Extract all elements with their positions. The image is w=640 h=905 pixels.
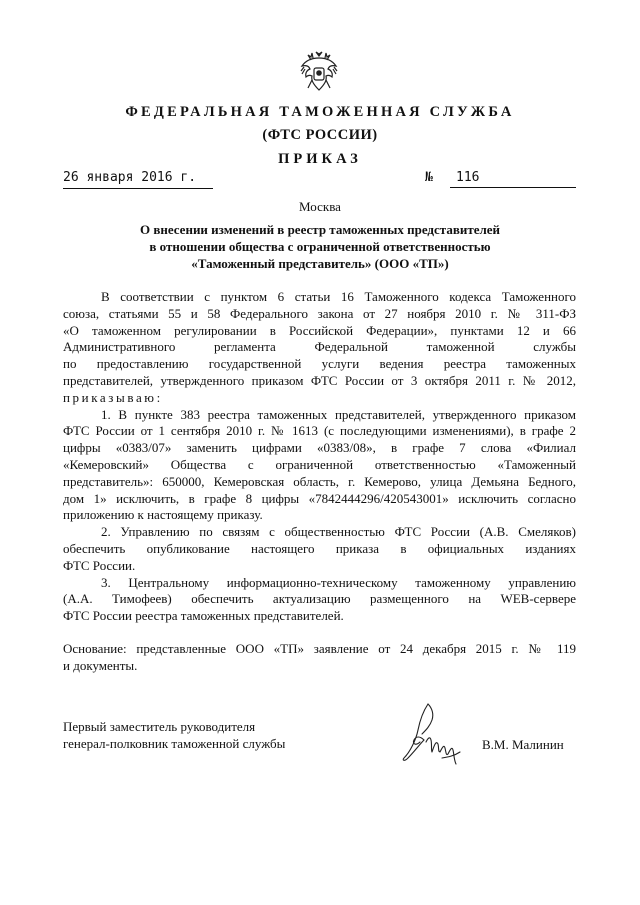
order-body bbox=[63, 289, 576, 625]
order-number-sign: № bbox=[425, 170, 433, 185]
item1-line: дом 1» исключить, в графе 8 цифры «7842444296/420543001» исключить согласно bbox=[63, 490, 576, 506]
preamble-line: представителей, утвержденного приказом ФТС России от 3 октября 2011 г. № 2012, bbox=[63, 372, 576, 388]
preamble-line: Административного регламента Федеральной таможенной службы bbox=[63, 339, 576, 355]
preamble-line: В соответствии с пунктом 6 статьи 16 Таможенного кодекса Таможенного bbox=[101, 289, 576, 304]
organization-name: ФЕДЕРАЛЬНАЯ ТАМОЖЕННАЯ СЛУЖБА bbox=[125, 104, 515, 120]
item1-line: ФТС России от 1 сентября 2010 г. № 1613 (с последующими изменениями), в графе 2 bbox=[63, 423, 576, 439]
item3-line: (А.А. Тимофеев) обеспечить актуализацию размещенного на WEB-сервере bbox=[63, 591, 576, 607]
basis-line: Основание: представленные ООО «ТП» заявление от 24 декабря 2015 г. № 119 bbox=[63, 641, 576, 656]
document-type: ПРИКАЗ bbox=[278, 151, 362, 167]
signatory-position-line: Первый заместитель руководителя bbox=[63, 719, 256, 734]
basis-line: и документы. bbox=[63, 658, 138, 673]
item2-line: ФТС России. bbox=[63, 557, 136, 573]
subject-line: в отношении общества с ограниченной ответственностью bbox=[149, 239, 491, 254]
item1-line: представитель»: 650000, Кемеровская область, г. Кемерово, улица Демьяна Бедного, bbox=[63, 473, 576, 489]
signatory-position-line: генерал-полковник таможенной службы bbox=[63, 736, 286, 751]
item2-line: 2. Управлению по связям с общественностью ФТС России (А.В. Смеляков) bbox=[101, 524, 576, 540]
preamble-line: союза, статьями 55 и 58 Федерального закона от 27 ноября 2010 г. № 311-ФЗ bbox=[63, 305, 576, 321]
subject-line: «Таможенный представитель» (ООО «ТП») bbox=[191, 256, 449, 271]
subject-line: О внесении изменений в реестр таможенных представителей bbox=[139, 222, 501, 237]
order-number: 116 bbox=[450, 170, 576, 188]
item1-line: приложению к настоящему приказу. bbox=[63, 507, 263, 523]
preamble-line: по предоставлению государственной услуги ведения реестра таможенных bbox=[63, 356, 576, 372]
item1-line: «Кемеровский» Общества с ограниченной ответственностью «Таможенный bbox=[63, 456, 576, 472]
organization-short-name: (ФТС РОССИИ) bbox=[262, 127, 378, 143]
preamble-line: «О таможенном регулировании в Российской Федерации», пунктами 12 и 66 bbox=[63, 322, 576, 338]
handwritten-signature-icon bbox=[398, 700, 464, 770]
order-subject bbox=[100, 221, 540, 272]
item1-line: цифры «0383/07» заменить цифрами «0383/08», в графе 7 слова «Филиал bbox=[63, 440, 576, 456]
item3-line: 3. Центральному информационно-техническому таможенному управлению bbox=[101, 574, 576, 590]
signatory-position bbox=[63, 718, 285, 752]
order-word: приказываю: bbox=[63, 389, 163, 405]
coat-of-arms-emblem-icon bbox=[298, 50, 340, 94]
city: Москва bbox=[299, 199, 341, 214]
signatory-name: В.М. Малинин bbox=[482, 737, 564, 752]
order-basis bbox=[63, 640, 576, 674]
item1-line: 1. В пункте 383 реестра таможенных представителей, утвержденного приказом bbox=[101, 406, 576, 422]
item3-line: ФТС России реестра таможенных представителей. bbox=[63, 608, 344, 624]
order-date: 26 января 2016 г. bbox=[63, 170, 213, 189]
item2-line: обеспечить опубликование настоящего приказа в официальных изданиях bbox=[63, 540, 576, 556]
